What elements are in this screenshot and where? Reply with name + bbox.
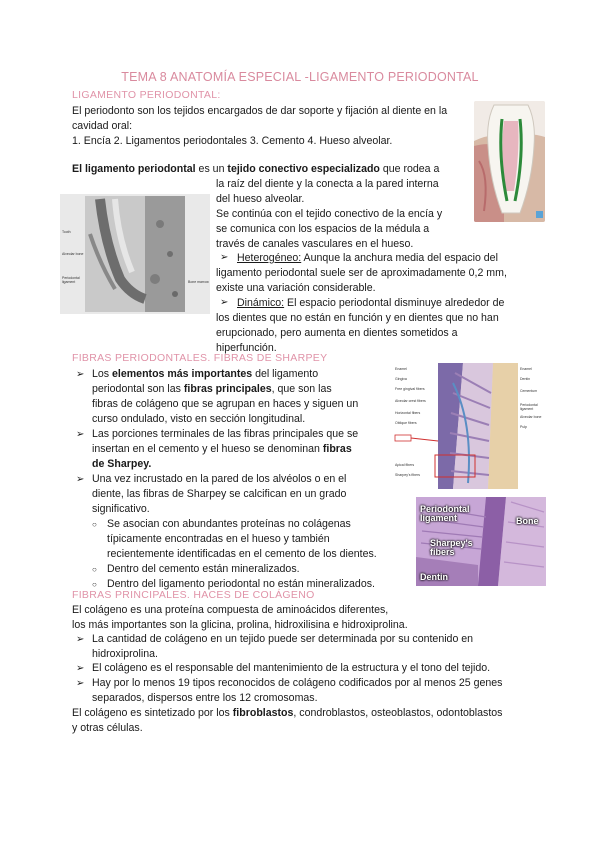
dinamico-line-4: hiperfunción. xyxy=(216,342,277,354)
fibras-b3-line-1: Una vez incrustado en la pared de los alvéolos o en el xyxy=(92,473,347,485)
diagram-right-label-2: Cementum xyxy=(520,389,538,393)
bold-tejido: tejido conectivo especializado xyxy=(227,163,380,175)
sub-b1-line-3: recientemente identificadas en el cemento de los dientes. xyxy=(107,548,377,560)
colageno-b1-line-1: La cantidad de colágeno en un tejido puede ser determinada por su contenido en xyxy=(92,633,474,645)
diagram-left-label-6: Apical fibers xyxy=(395,463,415,467)
intro-line-1: El periodonto son los tejidos encargados de dar soporte y fijación al diente en la xyxy=(72,105,448,117)
b1-text-2: del ligamento xyxy=(252,368,319,380)
colageno-last-line-1 xyxy=(72,706,502,721)
dinamico-line-1 xyxy=(237,296,504,311)
micrograph-figure xyxy=(60,194,210,314)
colageno-b3-line-2: separados, dispersos entre los 12 cromosomas. xyxy=(92,692,318,704)
diagram-right-label-0: Enamel xyxy=(520,367,532,371)
definition-line-3: del hueso alveolar. xyxy=(216,193,305,205)
diagram-right-label-5: Pulp xyxy=(520,425,528,429)
micro-label-bone: Alveolar bone xyxy=(62,252,84,256)
last-text-2: , condroblastos, osteoblastos, odontoblastos xyxy=(293,707,503,719)
arrow-bullet-icon: ➢ xyxy=(76,634,85,645)
arrow-bullet-icon: ➢ xyxy=(220,297,229,308)
heterogeneo-line-3: existe una variación considerable. xyxy=(216,282,376,294)
b2-l2-a: insertan en el cemento y el hueso se denominan xyxy=(92,443,323,455)
colageno-line-1: El colágeno es una proteína compuesta de aminoácidos diferentes, xyxy=(72,604,389,616)
fibras-b1-line-1 xyxy=(92,367,318,382)
diagram-right-label-4: Alveolar bone xyxy=(520,415,542,419)
last-text-1: El colágeno es sintetizado por los xyxy=(72,707,233,719)
b1-l2-bold: fibras principales xyxy=(183,383,272,395)
circle-bullet-icon: ○ xyxy=(92,580,97,589)
section-heading-ligamento: LIGAMENTO PERIODONTAL: xyxy=(72,89,221,101)
definition-line-6: través de canales vasculares en el hueso. xyxy=(216,238,414,250)
dinamico-line-2: los dientes que no están en función y en dientes que no han xyxy=(216,312,499,324)
micro-label-pdl: Periodontal ligament xyxy=(62,276,80,284)
dinamico-label: Dinámico: xyxy=(237,297,285,309)
sub-b3: Dentro del ligamento periodontal no están mineralizados. xyxy=(107,578,375,590)
diagram-left-label-4: Horizontal fibers xyxy=(395,411,421,415)
arrow-bullet-icon: ➢ xyxy=(76,663,85,674)
fibras-b2-line-1: Las porciones terminales de las fibras principales que se xyxy=(92,428,359,440)
intro-line-3: 1. Encía 2. Ligamentos periodontales 3. Cemento 4. Hueso alveolar. xyxy=(72,135,393,147)
definition-line-2: la raíz del diente y la conecta a la pared interna xyxy=(216,178,439,190)
colageno-line-2: los más importantes son la glicina, prolina, hidroxilisina e hidroxiprolina. xyxy=(72,619,408,631)
diagram-left-label-2: Free gingival fibers xyxy=(395,387,425,391)
sub-b2: Dentro del cemento están mineralizados. xyxy=(107,563,300,575)
colageno-b1-line-2: hidroxiprolina. xyxy=(92,648,158,660)
sharpey-label-bone: Bone xyxy=(516,516,539,526)
page-title: TEMA 8 ANATOMÍA ESPECIAL -LIGAMENTO PERIODONTAL xyxy=(121,70,479,84)
fibras-b2-line-3: de Sharpey. xyxy=(92,458,152,470)
heterogeneo-text: Aunque la anchura media del espacio del xyxy=(301,252,498,264)
last-bold: fibroblastos xyxy=(232,707,294,719)
fiber-diagram-figure xyxy=(393,363,546,489)
sharpey-label-pdl: Periodontal ligament xyxy=(420,504,470,523)
definition-line-4: Se continúa con el tejido conectivo de la encía y xyxy=(216,208,443,220)
b1-bold-1: elementos más importantes xyxy=(112,368,253,380)
dinamico-text: El espacio periodontal disminuye alrededor de xyxy=(284,297,505,309)
b1-l2-a: periodontal son las xyxy=(92,383,184,395)
bold-ligamento: El ligamento periodontal xyxy=(72,163,196,175)
circle-bullet-icon: ○ xyxy=(92,565,97,574)
fibras-b1-line-3: fibras de colágeno que se agrupan en haces y siguen un xyxy=(92,398,359,410)
b2-l2-bold: fibras xyxy=(322,443,352,455)
section-heading-fibras: FIBRAS PERIODONTALES. FIBRAS DE SHARPEY xyxy=(72,352,328,364)
arrow-bullet-icon: ➢ xyxy=(76,474,85,485)
section-heading-colageno: FIBRAS PRINCIPALES. HACES DE COLÁGENO xyxy=(72,589,315,601)
dinamico-line-3: erupcionado, pero aumenta en dientes sometidos a xyxy=(216,327,458,339)
diagram-left-label-3: Alveolar crest fibers xyxy=(395,399,426,403)
diagram-right-label-3: Periodontal ligament xyxy=(520,403,538,411)
def-text-2: que rodea a xyxy=(379,163,440,175)
diagram-left-label-5: Oblique fibers xyxy=(395,421,417,425)
micro-label-tooth: Tooth xyxy=(62,230,71,234)
diagram-left-label-7: Sharpey's fibers xyxy=(395,473,420,477)
sharpey-label-fibers: Sharpey's fibers xyxy=(430,538,473,557)
sub-b1-line-2: típicamente encontradas en el hueso y también xyxy=(107,533,330,545)
sharpey-photo-figure xyxy=(416,497,546,586)
arrow-bullet-icon: ➢ xyxy=(76,429,85,440)
arrow-bullet-icon: ➢ xyxy=(76,369,85,380)
fibras-b3-line-2: diente, las fibras de Sharpey se calcifican en un grado xyxy=(92,488,347,500)
heterogeneo-line-1 xyxy=(237,251,498,266)
intro-line-2: cavidad oral: xyxy=(72,120,133,132)
fibras-b2-line-2 xyxy=(92,442,352,457)
heterogeneo-line-2: ligamento periodontal suele ser de aproximadamente 0,2 mm, xyxy=(216,267,507,279)
b1-text-1: Los xyxy=(92,368,113,380)
tooth-illustration xyxy=(474,101,545,222)
colageno-b3-line-1: Hay por lo menos 19 tipos reconocidos de colágeno codificados por al menos 25 genes xyxy=(92,677,503,689)
sub-b1-line-1: Se asocian con abundantes proteínas no colágenas xyxy=(107,518,351,530)
sharpey-label-dentin: Dentin xyxy=(420,572,448,582)
arrow-bullet-icon: ➢ xyxy=(76,678,85,689)
fibras-b3-line-3: significativo. xyxy=(92,503,150,515)
diagram-left-label-1: Gingiva xyxy=(395,377,407,381)
circle-bullet-icon: ○ xyxy=(92,520,97,529)
tooth-cross-section-drawing xyxy=(474,101,545,222)
definition-line-5: se comunica con los espacios de la médula a xyxy=(216,223,430,235)
micro-label-marrow: Bone marrow xyxy=(188,280,209,284)
diagram-left-label-0: Enamel xyxy=(395,367,407,371)
diagram-right-label-1: Dentin xyxy=(520,377,531,381)
fibras-b1-line-2 xyxy=(92,382,332,397)
fibras-b1-line-4: curso ondulado, visto en sección longitudinal. xyxy=(92,413,306,425)
colageno-last-line-2: y otras células. xyxy=(72,722,143,734)
colageno-b2: El colágeno es el responsable del mantenimiento de la estructura y el tono del tejido. xyxy=(92,662,491,674)
arrow-bullet-icon: ➢ xyxy=(220,252,229,263)
heterogeneo-label: Heterogéneo: xyxy=(237,252,302,264)
definition-line-1 xyxy=(72,162,439,177)
b1-l2-c: , que son las xyxy=(271,383,332,395)
def-text-1: es un xyxy=(195,163,228,175)
